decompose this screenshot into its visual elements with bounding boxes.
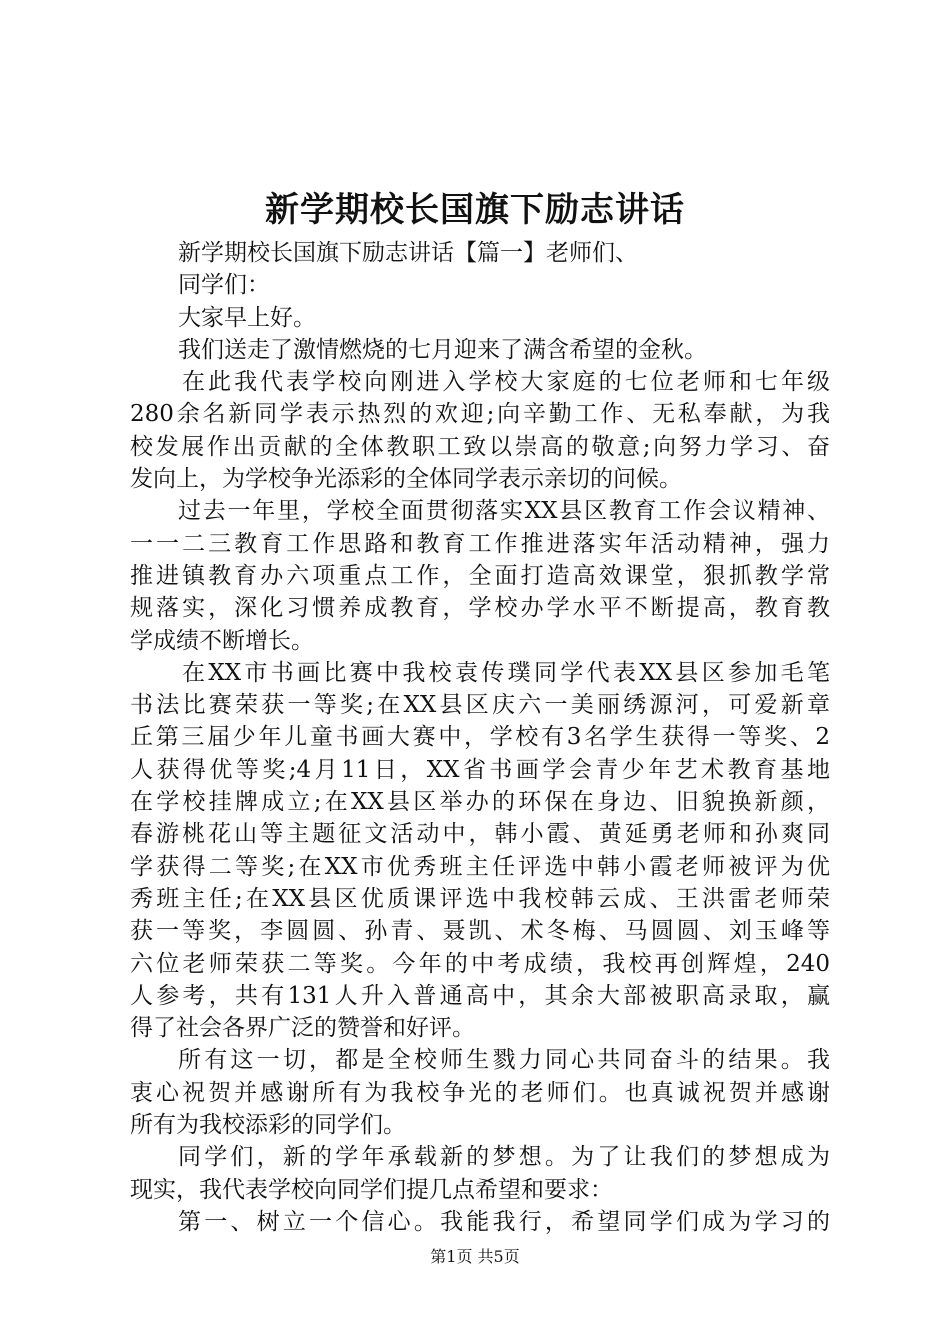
text-line: 发向上，为学校争光添彩的全体同学表示亲切的问候。 <box>130 466 682 493</box>
text-line: 新学期校长国旗下励志讲话【篇一】老师们、 <box>178 240 638 266</box>
text-line: 一一二三教育工作思路和教育工作推进落实年活动精神，强力 <box>130 530 830 557</box>
text-line: 在此我代表学校向刚进入学校大家庭的七位老师和七年级 <box>182 369 830 396</box>
text-line: 我们送走了激情燃烧的七月迎来了满含希望的金秋。 <box>178 336 707 363</box>
text-line: 春游桃花山等主题征文活动中，韩小霞、黄延勇老师和孙爽同 <box>130 821 830 848</box>
text-line: 获一等奖，李圆圆、孙青、聂凯、术冬梅、马圆圆、刘玉峰等 <box>130 918 830 945</box>
text-line: 同学们： <box>178 272 270 299</box>
page-indicator: 第1页 共5页 <box>430 1247 520 1266</box>
text-line: 丘第三届少年儿童书画大赛中，学校有3名学生获得一等奖、2 <box>130 724 830 751</box>
text-line: 在XX市书画比赛中我校袁传璞同学代表XX县区参加毛笔 <box>182 659 830 686</box>
text-line: 所有为我校添彩的同学们。 <box>130 1112 406 1139</box>
document-title: 新学期校长国旗下励志讲话 <box>265 190 685 230</box>
text-line: 规落实，深化习惯养成教育，学校办学水平不断提高，教育教 <box>130 595 830 622</box>
text-line: 推进镇教育办六项重点工作，全面打造高效课堂，狠抓教学常 <box>130 562 830 589</box>
text-line: 书法比赛荣获一等奖;在XX县区庆六一美丽绣源河，可爱新章 <box>130 692 830 719</box>
text-line: 同学们，新的学年承载新的梦想。为了让我们的梦想成为 <box>178 1144 830 1171</box>
text-line: 过去一年里，学校全面贯彻落实XX县区教育工作会议精神、 <box>178 498 830 525</box>
document-body <box>130 237 830 1238</box>
text-line: 衷心祝贺并感谢所有为我校争光的老师们。也真诚祝贺并感谢 <box>130 1079 830 1106</box>
text-line: 得了社会各界广泛的赞誉和好评。 <box>130 1015 475 1042</box>
text-line: 校发展作出贡献的全体教职工致以崇高的敬意;向努力学习、奋 <box>130 433 830 460</box>
text-line: 秀班主任;在XX县区优质课评选中我校韩云成、王洪雷老师荣 <box>130 885 830 912</box>
text-line: 大家早上好。 <box>178 304 316 331</box>
text-line: 280余名新同学表示热烈的欢迎;向辛勤工作、无私奉献，为我 <box>130 401 830 428</box>
text-line: 第一、树立一个信心。我能我行，希望同学们成为学习的 <box>178 1208 830 1235</box>
text-line: 六位老师荣获二等奖。今年的中考成绩，我校再创辉煌，240 <box>130 950 830 977</box>
text-line: 所有这一切，都是全校师生戮力同心共同奋斗的结果。我 <box>178 1047 830 1074</box>
text-line: 在学校挂牌成立;在XX县区举办的环保在身边、旧貌换新颜， <box>130 789 830 816</box>
text-line: 现实，我代表学校向同学们提几点希望和要求： <box>130 1176 613 1203</box>
text-line: 学成绩不断增长。 <box>130 627 314 654</box>
text-line: 人参考，共有131人升入普通高中，其余大部被职高录取，赢 <box>130 982 830 1009</box>
text-line: 学获得二等奖;在XX市优秀班主任评选中韩小霞老师被评为优 <box>130 853 830 880</box>
text-line: 人获得优等奖;4月11日，XX省书画学会青少年艺术教育基地 <box>130 756 830 783</box>
